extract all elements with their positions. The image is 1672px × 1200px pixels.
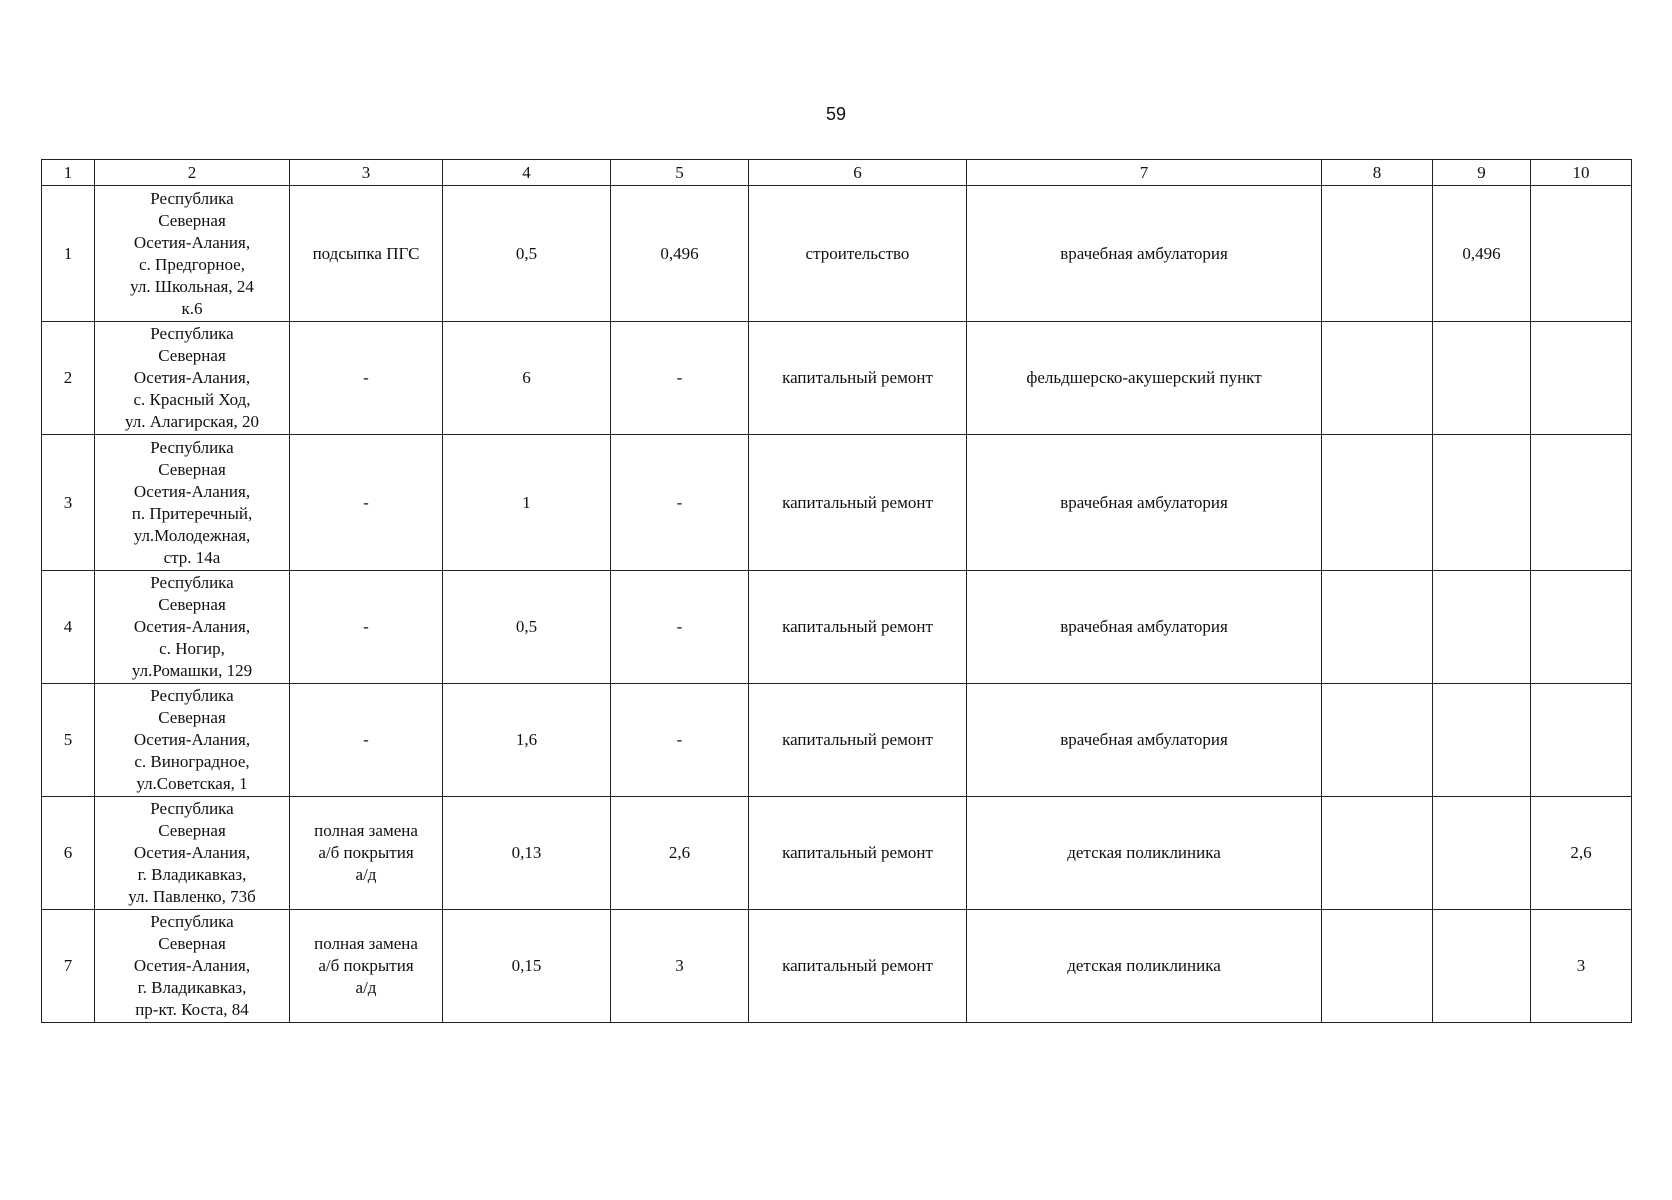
cell-col-10 (1531, 322, 1632, 435)
column-header-9: 9 (1433, 160, 1531, 186)
cell-col-9 (1433, 797, 1531, 910)
cell-work-kind: капитальный ремонт (749, 435, 967, 571)
cell-col-8 (1322, 435, 1433, 571)
cell-col-5: 0,496 (611, 186, 749, 322)
cell-address-line: Северная (158, 459, 226, 479)
cell-col-8 (1322, 797, 1433, 910)
cell-work-type-line: а/д (355, 978, 377, 997)
cell-facility-type: детская поликлиника (967, 797, 1322, 910)
cell-col-5: - (611, 435, 749, 571)
table-row (42, 797, 1632, 910)
column-header-7: 7 (967, 160, 1322, 186)
column-header-6: 6 (749, 160, 967, 186)
cell-col-8 (1322, 684, 1433, 797)
cell-address (95, 797, 290, 910)
cell-col-4: 1 (443, 435, 611, 571)
column-header-8: 8 (1322, 160, 1433, 186)
cell-col-5: - (611, 322, 749, 435)
cell-address-line: Республика (150, 324, 234, 343)
cell-work-kind: капитальный ремонт (749, 684, 967, 797)
cell-work-kind: строительство (749, 186, 967, 322)
cell-address-line: ул. Школьная, 24 (130, 276, 254, 296)
cell-facility-type: врачебная амбулатория (967, 684, 1322, 797)
table-row (42, 910, 1632, 1023)
cell-col-4: 6 (443, 322, 611, 435)
cell-address (95, 435, 290, 571)
cell-col-9 (1433, 571, 1531, 684)
cell-address-line: Северная (158, 821, 226, 840)
cell-row-number: 5 (42, 684, 95, 797)
cell-address-line: Северная (158, 708, 226, 727)
cell-work-type (290, 322, 443, 435)
cell-address (95, 322, 290, 435)
cell-col-9: 0,496 (1433, 186, 1531, 322)
cell-row-number: 2 (42, 322, 95, 435)
cell-col-8 (1322, 186, 1433, 322)
cell-address-line: ул. Павленко, 73б (128, 887, 256, 906)
cell-address-line: Северная (158, 210, 226, 230)
cell-facility-type: врачебная амбулатория (967, 435, 1322, 571)
cell-address (95, 571, 290, 684)
cell-address-line: Республика (150, 799, 234, 818)
cell-address-line: Осетия-Алания, (133, 956, 251, 975)
table-row (42, 571, 1632, 684)
cell-address-line: Осетия-Алания, (133, 232, 251, 252)
cell-col-10 (1531, 435, 1632, 571)
table-body (42, 186, 1632, 1023)
cell-address-line: с. Ногир, (159, 639, 225, 658)
column-header-5: 5 (611, 160, 749, 186)
cell-col-5: 2,6 (611, 797, 749, 910)
cell-row-number: 7 (42, 910, 95, 1023)
cell-col-4: 0,5 (443, 186, 611, 322)
cell-col-5: - (611, 684, 749, 797)
cell-address-line: Северная (158, 934, 226, 953)
cell-col-9 (1433, 910, 1531, 1023)
cell-work-type-line: а/б покрытия (318, 956, 414, 975)
cell-facility-type: детская поликлиника (967, 910, 1322, 1023)
cell-col-4: 1,6 (443, 684, 611, 797)
cell-address-line: пр-кт. Коста, 84 (135, 1000, 249, 1019)
cell-row-number: 3 (42, 435, 95, 571)
cell-col-10 (1531, 186, 1632, 322)
cell-facility-type: врачебная амбулатория (967, 186, 1322, 322)
cell-row-number: 4 (42, 571, 95, 684)
cell-address-line: ул.Ромашки, 129 (131, 661, 253, 680)
cell-address-line: стр. 14а (163, 547, 221, 567)
cell-col-8 (1322, 322, 1433, 435)
cell-col-4: 0,15 (443, 910, 611, 1023)
cell-work-kind: капитальный ремонт (749, 910, 967, 1023)
table-header-row (42, 160, 1632, 186)
cell-address-line: с. Предгорное, (139, 254, 245, 274)
cell-work-type-line: - (363, 730, 369, 749)
cell-address-line: Осетия-Алания, (133, 730, 251, 749)
cell-work-type (290, 910, 443, 1023)
data-table (41, 159, 1632, 1023)
cell-address-line: ул.Молодежная, (133, 525, 251, 545)
cell-work-type-line: полная замена (314, 934, 418, 953)
cell-col-5: 3 (611, 910, 749, 1023)
cell-work-type (290, 571, 443, 684)
cell-work-type (290, 186, 443, 322)
cell-col-4: 0,13 (443, 797, 611, 910)
cell-work-type (290, 684, 443, 797)
column-header-3: 3 (290, 160, 443, 186)
cell-col-10 (1531, 571, 1632, 684)
cell-col-10: 3 (1531, 910, 1632, 1023)
cell-row-number: 6 (42, 797, 95, 910)
cell-address-line: г. Владикавказ, (137, 978, 247, 997)
cell-address-line: Северная (158, 346, 226, 365)
cell-work-type-line: подсыпка ПГС (312, 243, 420, 263)
cell-address-line: с. Красный Ход, (133, 390, 251, 409)
cell-address (95, 684, 290, 797)
page-number: 59 (825, 104, 847, 124)
cell-work-type (290, 797, 443, 910)
cell-address-line: Республика (150, 573, 234, 592)
cell-facility-type: врачебная амбулатория (967, 571, 1322, 684)
cell-work-type-line: - (363, 368, 369, 387)
column-header-10: 10 (1531, 160, 1632, 186)
cell-col-4: 0,5 (443, 571, 611, 684)
table-row (42, 186, 1632, 322)
cell-col-8 (1322, 910, 1433, 1023)
cell-col-10 (1531, 684, 1632, 797)
cell-address-line: Республика (150, 188, 234, 208)
cell-address-line: Осетия-Алания, (133, 368, 251, 387)
cell-work-kind: капитальный ремонт (749, 797, 967, 910)
cell-work-type-line: - (363, 492, 369, 512)
cell-address-line: к.6 (181, 298, 203, 318)
cell-col-9 (1433, 435, 1531, 571)
cell-address-line: Северная (158, 595, 226, 614)
cell-col-8 (1322, 571, 1433, 684)
cell-address-line: ул.Советская, 1 (136, 774, 248, 793)
cell-col-9 (1433, 322, 1531, 435)
cell-facility-type: фельдшерско-акушерский пункт (967, 322, 1322, 435)
cell-address-line: г. Владикавказ, (137, 865, 247, 884)
cell-work-type-line: а/д (355, 865, 377, 884)
cell-address-line: Осетия-Алания, (133, 481, 251, 501)
cell-col-10: 2,6 (1531, 797, 1632, 910)
cell-address-line: Осетия-Алания, (133, 617, 251, 636)
cell-work-type-line: а/б покрытия (318, 843, 414, 862)
cell-col-9 (1433, 684, 1531, 797)
cell-address-line: Осетия-Алания, (133, 843, 251, 862)
column-header-2: 2 (95, 160, 290, 186)
cell-address (95, 910, 290, 1023)
table-row (42, 322, 1632, 435)
cell-work-type (290, 435, 443, 571)
cell-address (95, 186, 290, 322)
cell-col-5: - (611, 571, 749, 684)
cell-work-type-line: полная замена (314, 821, 418, 840)
cell-row-number: 1 (42, 186, 95, 322)
table-row (42, 684, 1632, 797)
column-header-1: 1 (42, 160, 95, 186)
cell-work-kind: капитальный ремонт (749, 322, 967, 435)
cell-work-type-line: - (363, 617, 369, 636)
cell-work-kind: капитальный ремонт (749, 571, 967, 684)
cell-address-line: с. Виноградное, (134, 752, 250, 771)
cell-address-line: ул. Алагирская, 20 (124, 412, 260, 431)
column-header-4: 4 (443, 160, 611, 186)
cell-address-line: п. Притеречный, (131, 503, 253, 523)
cell-address-line: Республика (150, 437, 234, 457)
cell-address-line: Республика (150, 686, 234, 705)
table-row (42, 435, 1632, 571)
cell-address-line: Республика (150, 912, 234, 931)
